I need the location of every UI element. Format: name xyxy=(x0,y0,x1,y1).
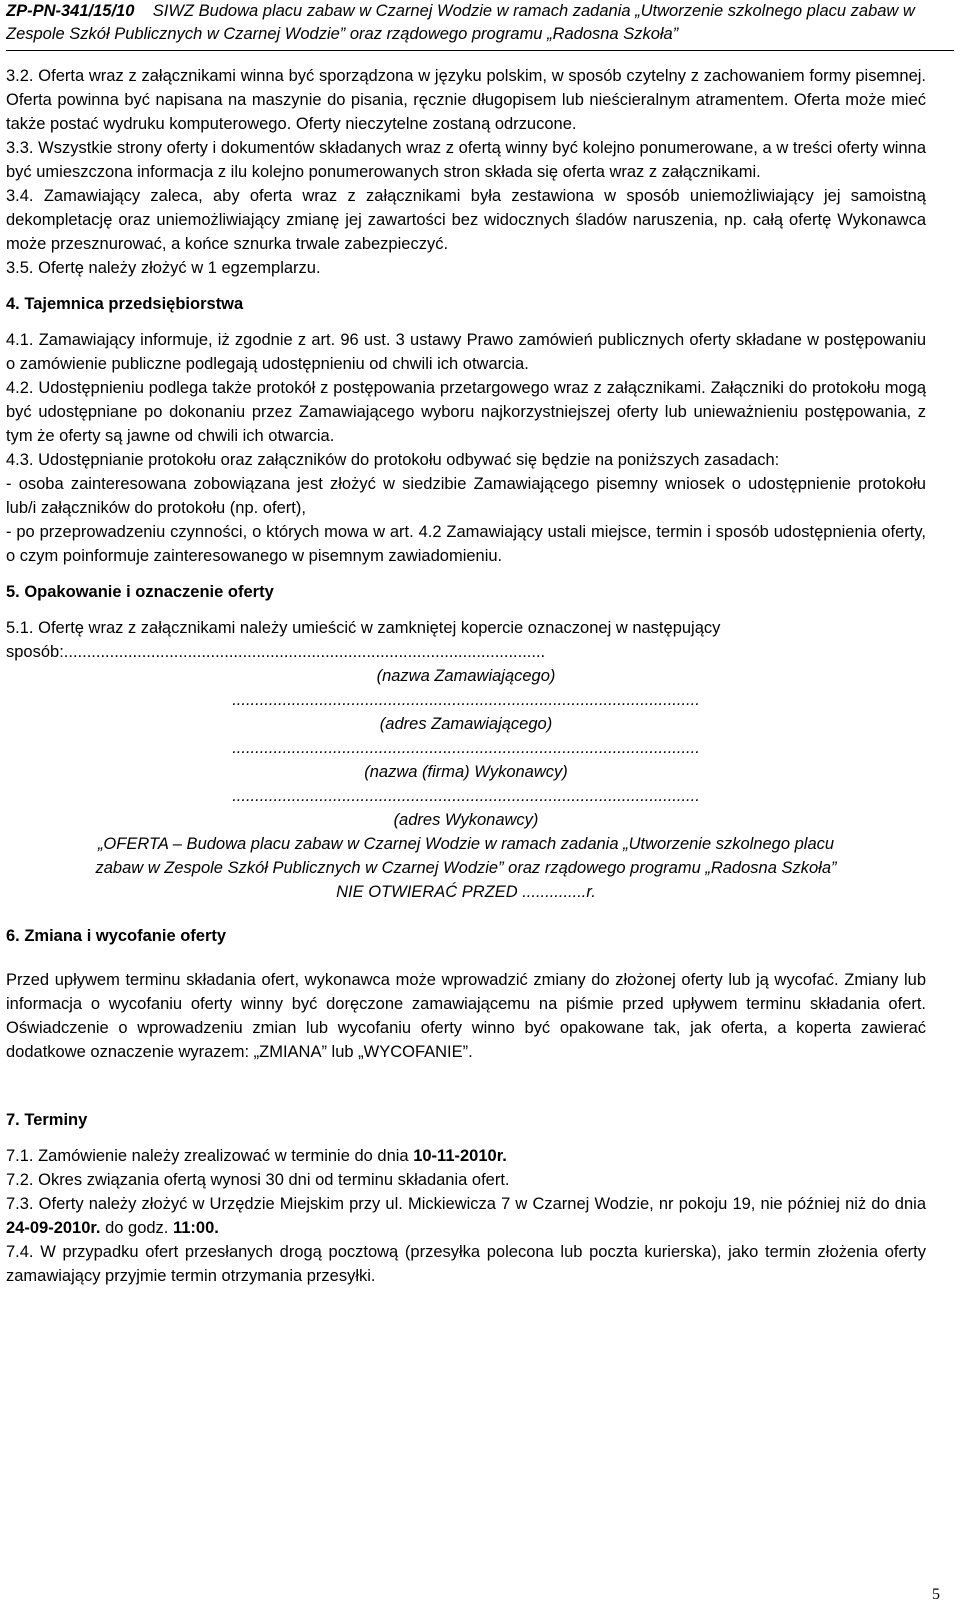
paragraph-7-3 xyxy=(6,1192,926,1240)
section-6-heading: 6. Zmiana i wycofanie oferty xyxy=(6,927,227,945)
page-header xyxy=(6,0,954,51)
paragraph-4-2: 4.2. Udostępnieniu podlega także protokół z postępowania przetargowego wraz z załącznikami. Załączniki do protokołu mogą być udostępniane po dokonaniu przez Zamawiającego wyboru najkorzystniejszej oferty lub unieważnieniu postępowania, z tym że oferty są jawne od chwili ich otwarcia. xyxy=(6,379,926,445)
envelope-offer-line-1: „OFERTA – Budowa placu zabaw w Czarnej Wodzie w ramach zadania „Utworzenie szkolnego placu xyxy=(97,835,835,853)
envelope-contractor-name: (nazwa (firma) Wykonawcy) xyxy=(364,763,568,781)
paragraph-3-5: 3.5. Ofertę należy złożyć w 1 egzemplarzu. xyxy=(6,259,321,277)
list-item: - po przeprowadzeniu czynności, o których mowa w art. 4.2 Zamawiający ustali miejsce, termin i sposób udostępnienia oferty, o czym poinformuje zainteresowanego w pisemnym zawiadomieniu. xyxy=(6,523,926,565)
completion-date: 10-11-2010r. xyxy=(413,1147,507,1165)
envelope-orderer-name: (nazwa Zamawiającego) xyxy=(376,667,556,685)
page-number: 5 xyxy=(932,1586,940,1603)
paragraph-7-1 xyxy=(6,1144,926,1168)
submission-time: 11:00. xyxy=(172,1219,219,1237)
header-title-line-2: Zespole Szkół Publicznych w Czarnej Wodzie” oraz rządowego programu „Radosna Szkoła” xyxy=(6,25,679,43)
paragraph-7-3-hour-label: do godz. xyxy=(100,1219,173,1237)
paragraph-5-1: 5.1. Ofertę wraz z załącznikami należy umieścić w zamkniętej kopercie oznaczonej w następujący sposób:......................................................................................................... xyxy=(6,619,721,661)
section-7-heading: 7. Terminy xyxy=(6,1111,88,1129)
section-4-heading: 4. Tajemnica przedsiębiorstwa xyxy=(6,295,244,313)
paragraph-6: Przed upływem terminu składania ofert, wykonawca może wprowadzić zmiany do złożonej oferty lub ją wycofać. Zmiany lub informacja o wycofaniu oferty winny być doręczone zamawiającemu na piśmie przed upływem terminu składania ofert. Oświadczenie o wprowadzeniu zmian lub wycofaniu oferty winno być opakowane tak, jak oferta, a koperta zawierać dodatkowe oznaczenie wyrazem: „ZMIANA” lub „WYCOFANIE”. xyxy=(6,971,926,1061)
envelope-do-not-open: NIE OTWIERAĆ PRZED ..............r. xyxy=(336,883,596,901)
envelope-dots: ...................................................................................................... xyxy=(232,787,700,805)
paragraph-3-2: 3.2. Oferta wraz z załącznikami winna być sporządzona w języku polskim, w sposób czytelny z zachowaniem formy pisemnej. Oferta powinna być napisana na maszynie do pisania, ręcznie długopisem lub nieścieralnym atramentem. Oferta może mieć także postać wydruku komputerowego. Oferty nieczytelne zostaną odrzucone. xyxy=(6,67,926,133)
header-line-1 xyxy=(6,0,954,23)
envelope-dots: ...................................................................................................... xyxy=(232,691,700,709)
envelope-contractor-address: (adres Wykonawcy) xyxy=(393,811,539,829)
envelope-label xyxy=(6,664,926,904)
section-5-heading: 5. Opakowanie i oznaczenie oferty xyxy=(6,583,274,601)
paragraph-3-3: 3.3. Wszystkie strony oferty i dokumentów składanych wraz z ofertą winny być kolejno ponumerowane, a w treści oferty winna być umieszczona informacja z ilu kolejno ponumerowanych stron składa się oferta wraz z załącznikami. xyxy=(6,139,926,181)
paragraph-7-3-text: 7.3. Oferty należy złożyć w Urzędzie Miejskim przy ul. Mickiewicza 7 w Czarnej Wodzie, nr pokoju 19, nie później niż do dnia xyxy=(6,1195,926,1213)
header-title-line-1: SIWZ Budowa placu zabaw w Czarnej Wodzie w ramach zadania „Utworzenie szkolnego placu zabaw w xyxy=(152,2,915,20)
paragraph-4-3: 4.3. Udostępnianie protokołu oraz załączników do protokołu odbywać się będzie na poniższych zasadach: xyxy=(6,451,780,469)
paragraph-7-4: 7.4. W przypadku ofert przesłanych drogą pocztową (przesyłka polecona lub poczta kurierska), jako termin złożenia oferty zamawiający przyjmie termin otrzymania przesyłki. xyxy=(6,1243,926,1285)
submission-date: 24-09-2010r. xyxy=(6,1219,101,1237)
envelope-orderer-address: (adres Zamawiającego) xyxy=(379,715,553,733)
envelope-dots: ...................................................................................................... xyxy=(232,739,700,757)
envelope-offer-line-2: zabaw w Zespole Szkół Publicznych w Czarnej Wodzie” oraz rządowego programu „Radosna Szkoła” xyxy=(95,859,837,877)
document-body xyxy=(6,64,926,1288)
paragraph-7-2: 7.2. Okres związania ofertą wynosi 30 dni od terminu składania ofert. xyxy=(6,1171,510,1189)
document-code: ZP-PN-341/15/10 xyxy=(6,2,135,20)
paragraph-7-1-text: 7.1. Zamówienie należy zrealizować w terminie do dnia xyxy=(6,1147,414,1165)
paragraph-3-4: 3.4. Zamawiający zaleca, aby oferta wraz z załącznikami była zestawiona w sposób uniemożliwiający jej samoistną dekompletację oraz uniemożliwiający zmianę jej zawartości bez widocznych śladów naruszenia, np. całą ofertę Wykonawca może przesznurować, a końce sznurka trwale zabezpieczyć. xyxy=(6,187,926,253)
paragraph-4-1: 4.1. Zamawiający informuje, iż zgodnie z art. 96 ust. 3 ustawy Prawo zamówień publicznych oferty składane w postępowaniu o zamówienie publiczne podlegają udostępnieniu od chwili ich otwarcia. xyxy=(6,331,926,373)
list-item: - osoba zainteresowana zobowiązana jest złożyć w siedzibie Zamawiającego pisemny wniosek o udostępnienie protokołu lub/i załączników do protokołu (np. ofert), xyxy=(6,475,926,517)
